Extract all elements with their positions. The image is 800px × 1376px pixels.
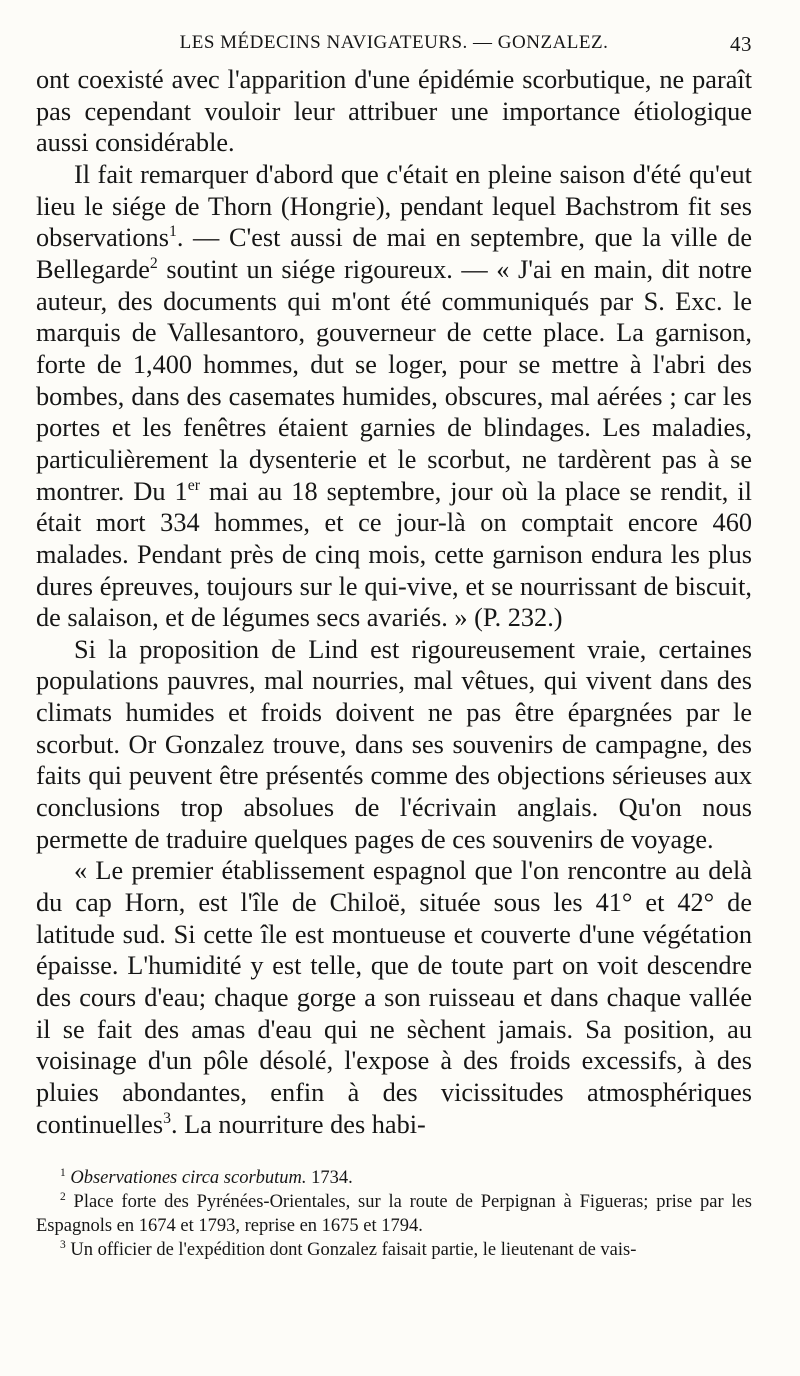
footnote-1-year: 1734. — [306, 1168, 353, 1189]
page-header — [36, 24, 752, 64]
footnote-2-mark: 2 — [60, 1191, 66, 1204]
footnote-2-text: Place forte des Pyrénées-Orientales, sur la route de Perpignan à Figueras; prise par les Espagnols en 1674 et 1793, reprise en 1675 et 1794. — [36, 1192, 752, 1237]
footnote-3 — [36, 1238, 752, 1262]
paragraph-2-part-d: mai au 18 septembre, jour où la place se rendit, il était mort 334 hommes, et ce jour-là on comptait encore 460 malades. Pendant près de cinq mois, cette garnison endura les plus dures épreuves, toujours sur le qui-vive, et se nourrissant de biscuit, de salaison, et de légumes secs avariés. » (P. 232.) — [36, 476, 752, 633]
running-head: LES MÉDECINS NAVIGATEURS. — GONZALEZ. — [179, 32, 609, 53]
footnote-ref-3: 3 — [163, 1109, 171, 1127]
page-number: 43 — [730, 32, 752, 56]
paragraph-1: ont coexisté avec l'apparition d'une épidémie scorbutique, ne paraît pas cependant vouloir leur attribuer une importance étiologique aussi considérable. — [36, 65, 752, 158]
paragraph-4-part-a: « Le premier établissement espagnol que l'on rencontre au delà du cap Horn, est l'île de Chiloë, située sous les 41° et 42° de latitude sud. Si cette île est montueuse et couverte d'une végétation épaisse. L'humidité y est telle, que de toute part on voit descendre des cours d'eau; chaque gorge a son ruisseau et dans chaque vallée il se fait des amas d'eau qui ne sèchent jamais. Sa position, au voisinage d'un pôle désolé, l'expose à des froids excessifs, à des pluies abondantes, enfin à des vicissitudes atmosphériques continuelles — [36, 856, 752, 1139]
paragraph-4 — [36, 855, 752, 1140]
footnote-ref-2: 2 — [149, 255, 158, 273]
footnote-1 — [36, 1166, 752, 1190]
footnote-1-title: Observationes circa scorbutum. — [70, 1168, 307, 1189]
footnotes — [36, 1166, 752, 1262]
book-page — [36, 24, 752, 1364]
paragraph-3: Si la proposition de Lind est rigoureusement vraie, certaines populations pauvres, mal nourries, mal vêtues, qui vivent dans des climats humides et froids doivent ne pas être épargnées par le scorbut. Or Gonzalez trouve, dans ses souvenirs de campagne, des faits qui peuvent être présentés comme des objections sérieuses aux conclusions trop absolues de l'écrivain anglais. Qu'on nous permette de traduire quelques pages de ces souvenirs de voyage. — [36, 634, 752, 854]
footnote-1-mark: 1 — [60, 1167, 66, 1180]
footnote-3-mark: 3 — [60, 1239, 66, 1252]
footnote-ref-1: 1 — [168, 223, 177, 241]
footnote-2 — [36, 1190, 752, 1238]
paragraph-4-part-b: . La nourriture des habi- — [170, 1109, 426, 1139]
paragraph-2 — [36, 159, 752, 634]
paragraph-2-part-b: . — C'est aussi de mai en septembre, que la ville de Bellegarde — [36, 223, 752, 284]
ordinal-suffix: er — [187, 476, 200, 494]
footnote-3-text: Un officier de l'expédition dont Gonzalez faisait partie, le lieutenant de vais- — [65, 1240, 637, 1261]
main-text — [36, 64, 752, 1140]
paragraph-2-part-c: soutint un siége rigoureux. — « J'ai en main, dit notre auteur, des documents qui m'ont été communiqués par S. Exc. le marquis de Vallesantoro, gouverneur de cette place. La garnison, forte de 1,400 hommes, dut se loger, pour se mettre à l'abri des bombes, dans des casemates humides, obscures, mal aérées ; car les portes et les fenêtres étaient garnies de blindages. Les maladies, particulièrement la dysenterie et le scorbut, ne tardèrent pas à se montrer. Du 1 — [36, 254, 752, 506]
paragraph-2-part-a: Il fait remarquer d'abord que c'était en pleine saison d'été qu'eut lieu le siége de Thorn (Hongrie), pendant lequel Bachstrom fit ses observations — [36, 159, 752, 253]
